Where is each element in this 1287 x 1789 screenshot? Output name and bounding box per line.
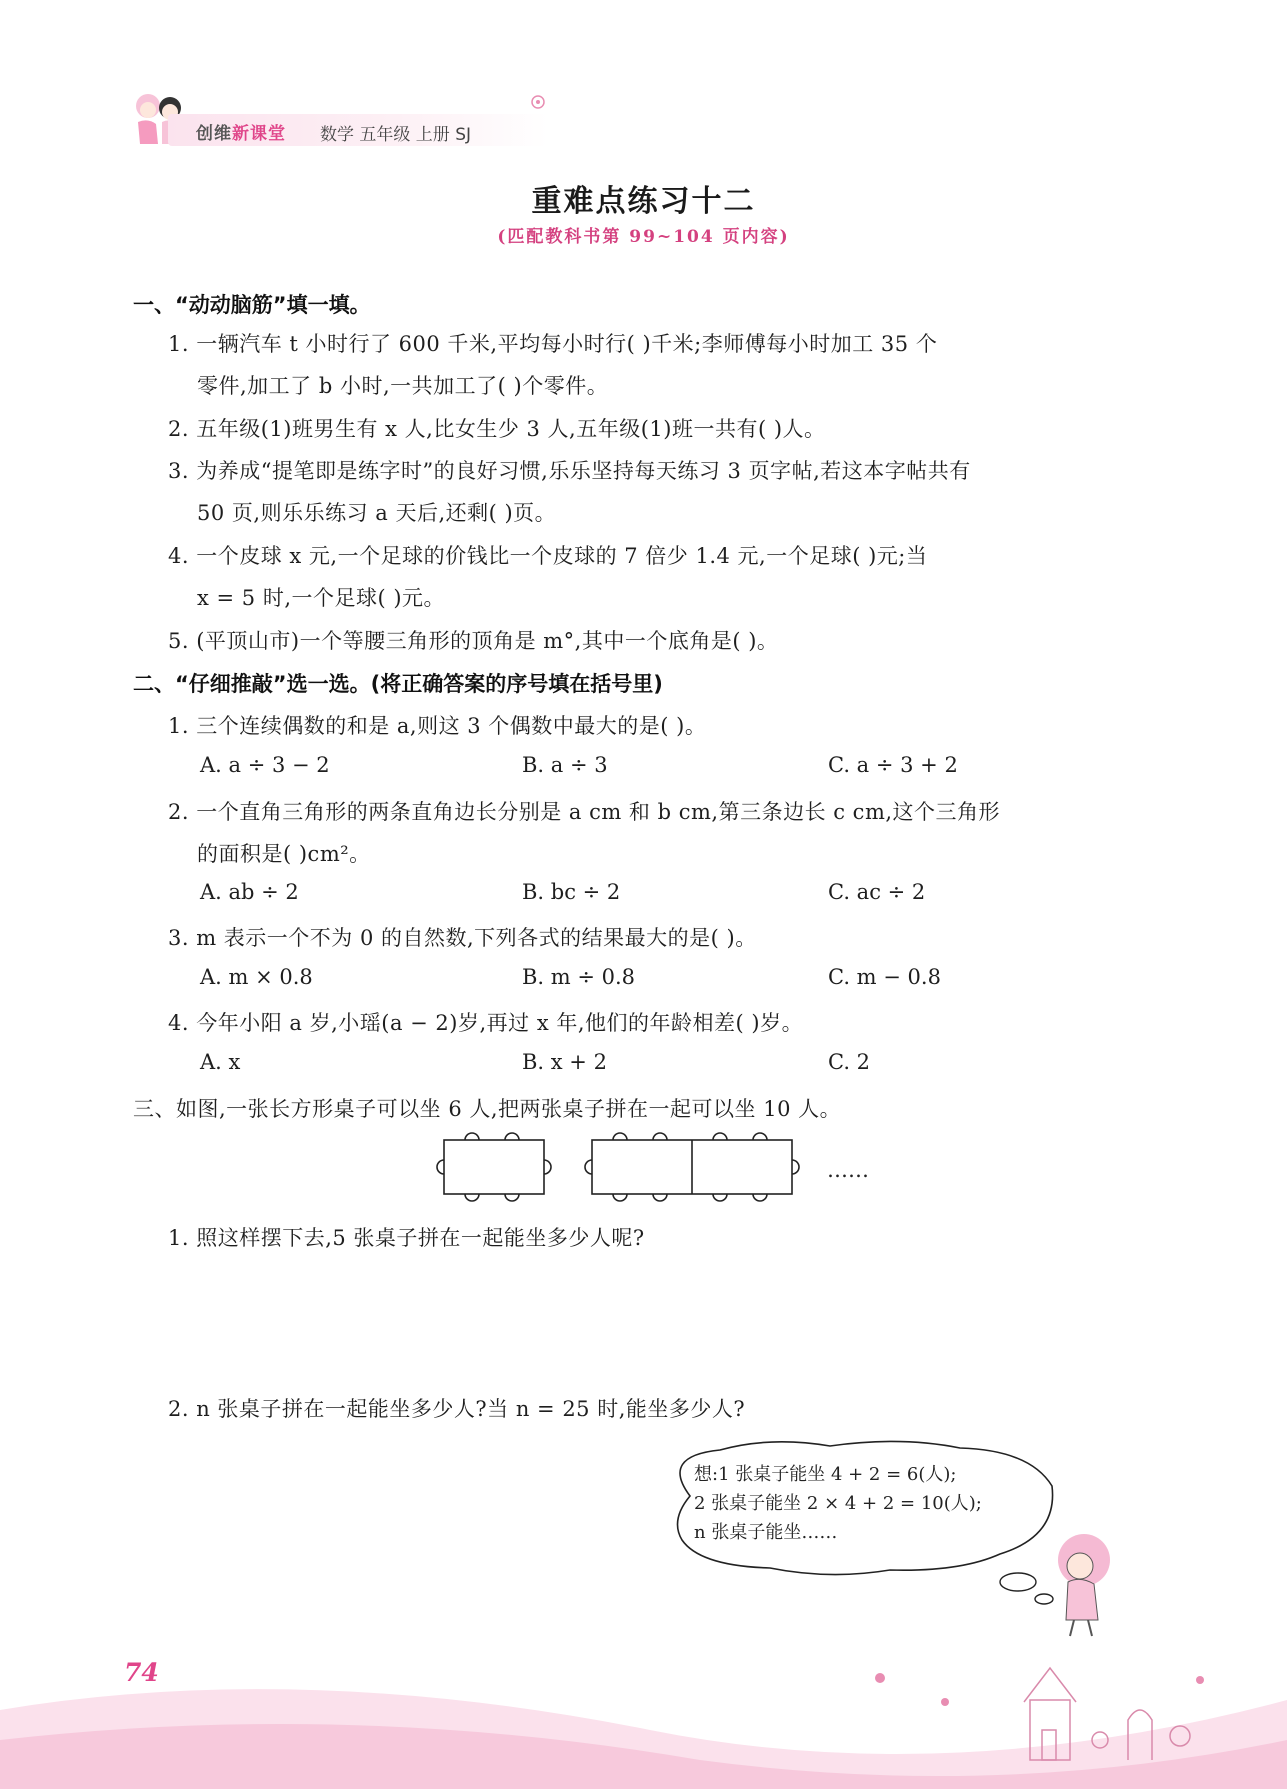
page-title: 重难点练习十二 [531, 184, 756, 219]
seat-single-top-2 [505, 1133, 519, 1140]
section1-heading: 一、“动动脑筋”填一填。 [133, 293, 371, 317]
s1-line-8: 5. (平顶山市)一个等腰三角形的顶角是 m°,其中一个底角是( )。 [168, 629, 779, 653]
s2-q3-option-c: C. m − 0.8 [828, 965, 941, 989]
seat-double-bottom-3 [713, 1194, 727, 1201]
s2-q3-line: 3. m 表示一个不为 0 的自然数,下列各式的结果最大的是( )。 [168, 926, 757, 950]
bubble-line-1: 想:1 张桌子能坐 4 + 2 = 6(人); [694, 1464, 957, 1485]
seat-double-top-4 [753, 1133, 767, 1140]
s2-q3-option-a: A. m × 0.8 [200, 965, 313, 989]
s2-q3-option-b: B. m ÷ 0.8 [522, 965, 636, 989]
s3-q1: 1. 照这样摆下去,5 张桌子拼在一起能坐多少人呢? [168, 1226, 645, 1250]
seat-double-top-3 [713, 1133, 727, 1140]
s2-q4-line: 4. 今年小阳 a 岁,小瑶(a − 2)岁,再过 x 年,他们的年龄相差( )岁。 [168, 1011, 804, 1035]
seat-double-right [792, 1160, 799, 1174]
s2-q2-line-1: 2. 一个直角三角形的两条直角边长分别是 a cm 和 b cm,第三条边长 c cm,这个三角形 [168, 800, 1001, 824]
s1-line-3: 2. 五年级(1)班男生有 x 人,比女生少 3 人,五年级(1)班一共有( )人。 [168, 417, 826, 441]
table-single [444, 1140, 544, 1194]
s2-q4-option-a: A. x [200, 1050, 241, 1074]
page-number: 74 [124, 1658, 159, 1687]
s2-q1-option-a: A. a ÷ 3 − 2 [200, 753, 330, 777]
s2-q2-option-a: A. ab ÷ 2 [200, 880, 299, 904]
section3-heading: 三、如图,一张长方形桌子可以坐 6 人,把两张桌子拼在一起可以坐 10 人。 [133, 1097, 842, 1121]
s1-line-6: 4. 一个皮球 x 元,一个足球的价钱比一个皮球的 7 倍少 1.4 元,一个足球( )元;当 [168, 544, 928, 568]
bubble-text [694, 1460, 982, 1547]
page-header [128, 88, 548, 148]
s1-line-7: x = 5 时,一个足球( )元。 [197, 586, 446, 610]
s1-line-1: 1. 一辆汽车 t 小时行了 600 千米,平均每小时行( )千米;李师傅每小时加工 35 个 [168, 332, 938, 356]
seat-double-left [585, 1160, 592, 1174]
seat-single-right [544, 1160, 551, 1174]
s2-q1-option-c: C. a ÷ 3 + 2 [828, 753, 958, 777]
s2-q2-option-b: B. bc ÷ 2 [522, 880, 621, 904]
subject-label: 数学 五年级 上册 SJ [320, 125, 472, 145]
s2-q1-line: 1. 三个连续偶数的和是 a,则这 3 个偶数中最大的是( )。 [168, 714, 707, 738]
s1-line-4: 3. 为养成“提笔即是练字时”的良好习惯,乐乐坚持每天练习 3 页字帖,若这本字帖共有 [168, 459, 971, 483]
brand-name: 创维新课堂 [196, 124, 286, 144]
seat-double-top-2 [653, 1133, 667, 1140]
bubble-line-3: n 张桌子能坐…… [694, 1522, 838, 1543]
bubble-line-2: 2 张桌子能坐 2 × 4 + 2 = 10(人); [694, 1493, 982, 1514]
s2-q4-option-c: C. 2 [828, 1050, 871, 1074]
seat-double-top-1 [613, 1133, 627, 1140]
diagram-ellipsis: …… [827, 1158, 869, 1182]
seat-double-bottom-2 [653, 1194, 667, 1201]
section2-heading: 二、“仔细推敲”选一选。(将正确答案的序号填在括号里) [133, 672, 663, 696]
seat-double-bottom-1 [613, 1194, 627, 1201]
seat-single-bottom-1 [465, 1194, 479, 1201]
s3-q2: 2. n 张桌子拼在一起能坐多少人?当 n = 25 时,能坐多少人? [168, 1397, 746, 1421]
footer-decoration [0, 1640, 1287, 1789]
page-subtitle: (匹配教科书第 99~104 页内容) [497, 227, 790, 247]
cartoon-girl-icon [1040, 1530, 1124, 1640]
seat-double-bottom-4 [753, 1194, 767, 1201]
seat-single-bottom-2 [505, 1194, 519, 1201]
flower-icon [528, 92, 548, 112]
s1-line-5: 50 页,则乐乐练习 a 天后,还剩( )页。 [197, 501, 557, 525]
seat-single-top-1 [465, 1133, 479, 1140]
s2-q1-option-b: B. a ÷ 3 [522, 753, 608, 777]
table-diagram [425, 1128, 815, 1208]
s2-q4-option-b: B. x + 2 [522, 1050, 607, 1074]
s1-line-2: 零件,加工了 b 小时,一共加工了( )个零件。 [197, 374, 609, 398]
s2-q2-option-c: C. ac ÷ 2 [828, 880, 926, 904]
seat-single-left [437, 1160, 444, 1174]
s2-q2-line-2: 的面积是( )cm²。 [197, 842, 371, 866]
